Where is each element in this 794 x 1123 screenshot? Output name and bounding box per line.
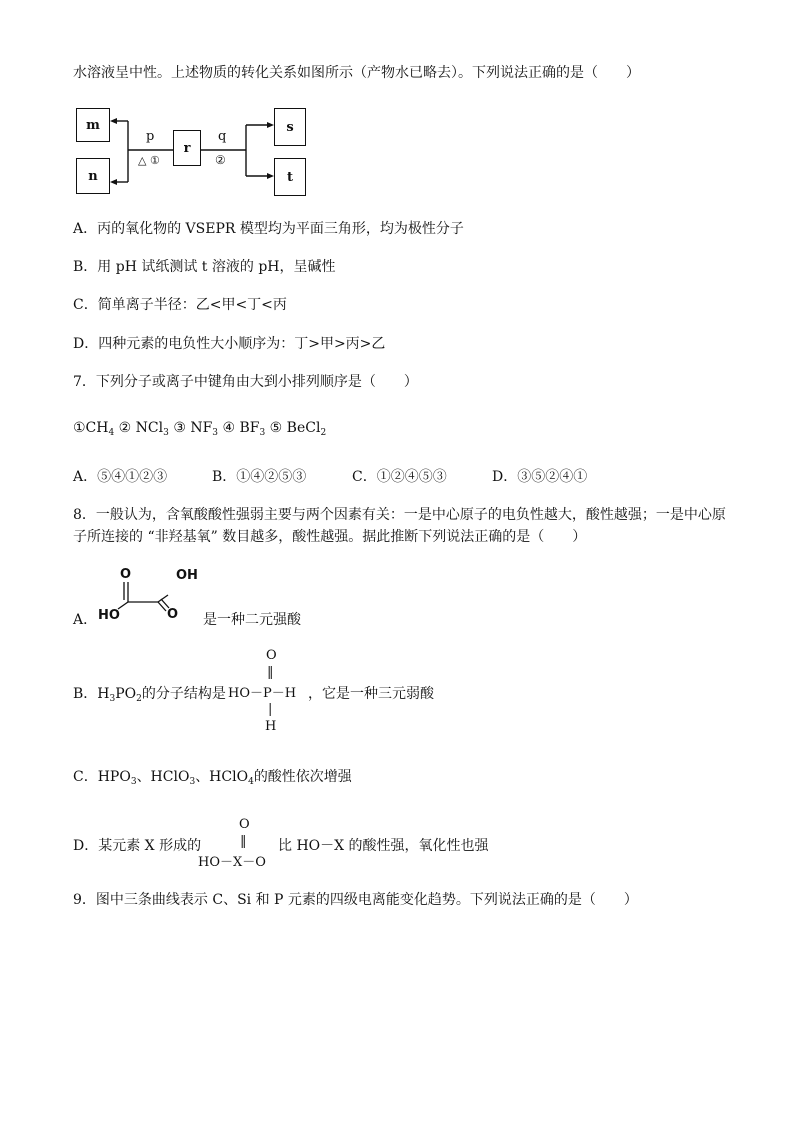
h3po2-double-bond: ‖ bbox=[267, 665, 274, 680]
q7-option-b: B．①④②⑤③ bbox=[212, 469, 307, 485]
hoxo-structure bbox=[198, 817, 278, 872]
node-t: t bbox=[274, 158, 306, 196]
q7-option-c: C．①②④⑤③ bbox=[352, 469, 447, 485]
q8-option-a-label: A． bbox=[73, 612, 98, 628]
h3po2-structure bbox=[228, 648, 308, 738]
q6-option-a: A．丙的氧化物的 VSEPR 模型均为平面三角形，均为极性分子 bbox=[73, 221, 464, 237]
q7-item-2: ② NCl$_3$ bbox=[118, 420, 169, 438]
q8-option-d-pre: D．某元素 X 形成的 bbox=[73, 838, 202, 854]
node-n: n bbox=[76, 158, 110, 194]
reaction-diagram bbox=[76, 103, 316, 203]
hoxo-o: O bbox=[239, 817, 250, 832]
oxalic-acid-structure bbox=[96, 565, 206, 627]
oxalic-o-top: O bbox=[120, 567, 132, 582]
node-s: s bbox=[274, 108, 306, 146]
q9-stem: 9．图中三条曲线表示 C、Si 和 P 元素的四级电离能变化趋势。下列说法正确的是（ ） bbox=[73, 892, 638, 908]
q6-option-d: D．四种元素的电负性大小顺序为：丁>甲>丙>乙 bbox=[73, 336, 386, 352]
q8-option-d-tail: 比 HO－X 的酸性强，氧化性也强 bbox=[278, 838, 489, 854]
node-m: m bbox=[76, 108, 110, 142]
hoxo-double-bond: ‖ bbox=[240, 834, 247, 849]
q7-option-a: A．⑤④①②③ bbox=[73, 469, 168, 485]
q8-option-a-text: 是一种二元强酸 bbox=[203, 612, 301, 628]
q6-option-c: C．简单离子半径：乙<甲<丁<丙 bbox=[73, 297, 287, 313]
h3po2-main-chain: HO－P－H bbox=[228, 686, 297, 701]
q7-items bbox=[73, 419, 326, 442]
oxalic-oh-top: OH bbox=[176, 568, 198, 583]
label-q: q bbox=[218, 129, 227, 144]
q8-option-b-formula: B．$H_3PO_2$的分子结构是 bbox=[73, 686, 226, 704]
q7-item-5: ⑤ BeCl$_2$ bbox=[269, 420, 327, 438]
q6-option-b: B．用 pH 试纸测试 t 溶液的 pH，呈碱性 bbox=[73, 259, 336, 275]
h3po2-h: H bbox=[265, 719, 277, 734]
label-p: p bbox=[146, 129, 155, 144]
oxalic-o-bottom: O bbox=[167, 607, 179, 622]
q8-stem-line1: 8．一般认为，含氧酸酸性强弱主要与两个因素有关：一是中心原子的电负性越大，酸性越强；一是中心原 bbox=[73, 507, 726, 523]
q8-stem-line2: 子所连接的 “非羟基氧” 数目越多，酸性越强。据此推断下列说法正确的是（ ） bbox=[73, 529, 587, 545]
q7-stem: 7．下列分子或离子中键角由大到小排列顺序是（ ） bbox=[73, 374, 418, 390]
label-cond1: △ ① bbox=[138, 154, 160, 167]
node-r: r bbox=[173, 130, 201, 166]
oxalic-ho-bottom: HO bbox=[98, 608, 120, 623]
q7-item-3: ③ $NF_3$ bbox=[173, 420, 219, 438]
q8-option-c: C．$HPO_3$、HClO$_3$、HClO$_4$的酸性依次增强 bbox=[73, 769, 352, 787]
q8-option-b-tail: ，它是一种三元弱酸 bbox=[308, 686, 434, 702]
q7-item-4: ④ $BF_3$ bbox=[222, 420, 266, 438]
label-cond2: ② bbox=[215, 153, 226, 167]
question-intro-line: 水溶液呈中性。上述物质的转化关系如图所示（产物水已略去）。下列说法正确的是（ ） bbox=[73, 65, 640, 81]
hoxo-main-chain: HO－X－O bbox=[198, 855, 266, 870]
q7-item-1: $①CH_4$ bbox=[73, 420, 115, 438]
h3po2-o: O bbox=[266, 648, 277, 663]
h3po2-single-bond: | bbox=[268, 702, 273, 717]
q7-option-d: D．③⑤②④① bbox=[492, 469, 588, 485]
